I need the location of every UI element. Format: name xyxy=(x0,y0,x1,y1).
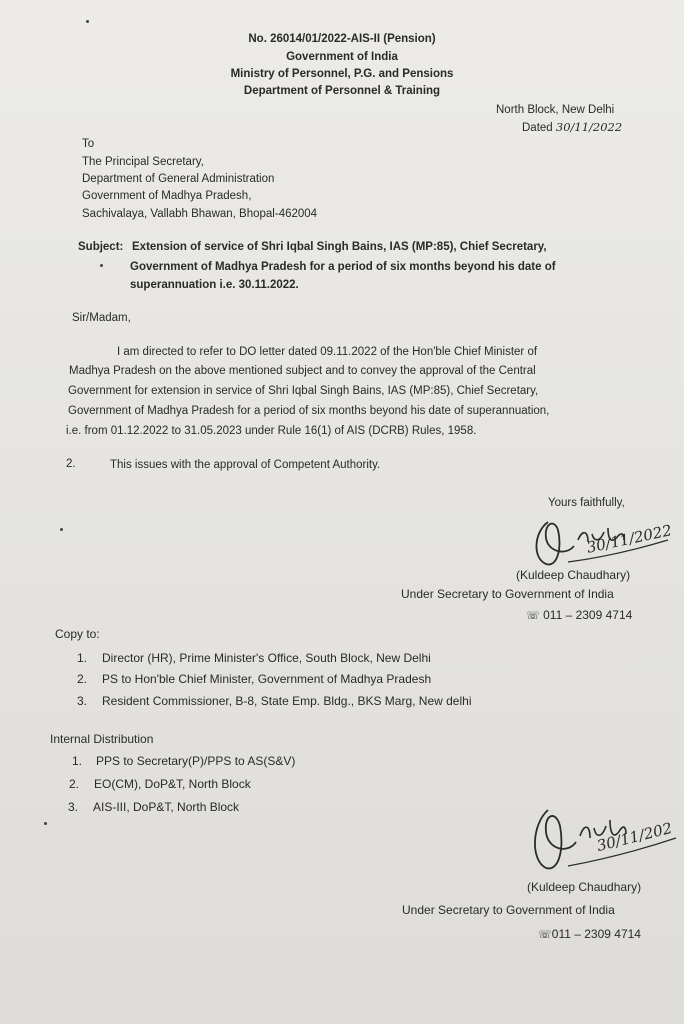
telephone-icon: ☏ xyxy=(526,610,540,622)
body-line: i.e. from 01.12.2022 to 31.05.2023 under Rule 16(1) of AIS (DCRB) Rules, 1958. xyxy=(66,425,477,437)
addressee-line: Government of Madhya Pradesh, xyxy=(82,190,252,202)
copy-to-label: Copy to: xyxy=(55,627,100,641)
scan-speck xyxy=(86,20,89,23)
addressee-line: Department of General Administration xyxy=(82,173,275,185)
internal-item: AIS-III, DoP&T, North Block xyxy=(93,800,240,814)
list-item-number: 3. xyxy=(77,694,88,708)
signature-date: 30/11/202 xyxy=(594,818,674,856)
scan-speck xyxy=(100,264,103,267)
date-line xyxy=(522,120,622,136)
telephone-icon: ☏ xyxy=(538,929,552,941)
signatory-designation: Under Secretary to Government of India xyxy=(402,903,615,917)
subject-label: Subject: xyxy=(78,241,124,253)
paragraph-number: 2. xyxy=(66,458,76,470)
list-item-number: 3. xyxy=(68,800,79,814)
addressee-line: The Principal Secretary, xyxy=(82,156,204,168)
addressee-line: Sachivalaya, Vallabh Bhawan, Bhopal-462004 xyxy=(82,208,318,220)
list-item-number: 1. xyxy=(77,651,88,665)
body-line: Government of Madhya Pradesh for a period of six months beyond his date of superannuation, xyxy=(68,405,550,417)
copy-to-item: PS to Hon'ble Chief Minister, Government of Madhya Pradesh xyxy=(102,672,432,686)
signature-text xyxy=(596,806,600,807)
date-label: Dated xyxy=(522,122,553,134)
internal-item: PPS to Secretary(P)/PPS to AS(S&V) xyxy=(96,754,296,768)
copy-to-item: Director (HR), Prime Minister's Office, South Block, New Delhi xyxy=(102,651,431,665)
internal-distribution-label: Internal Distribution xyxy=(50,732,154,746)
date-value: 30/11/2022 xyxy=(555,120,623,134)
signatory-name: (Kuldeep Chaudhary) xyxy=(527,880,642,894)
copy-to-item: Resident Commissioner, B-8, State Emp. Bldg., BKS Marg, New delhi xyxy=(102,694,472,708)
scan-speck xyxy=(60,528,63,531)
body-line: Madhya Pradesh on the above mentioned subject and to convey the approval of the Central xyxy=(69,365,536,377)
body-line: Government for extension in service of Shri Iqbal Singh Bains, IAS (MP:85), Chief Secretary, xyxy=(68,385,539,397)
phone-number: 011 – 2309 4714 xyxy=(543,608,633,622)
signatory-phone xyxy=(538,927,641,943)
scan-speck xyxy=(44,822,47,825)
list-item-number: 2. xyxy=(77,672,88,686)
signatory-phone xyxy=(526,608,632,624)
government-name: Government of India xyxy=(286,51,398,63)
list-item-number: 2. xyxy=(69,777,80,791)
subject-line: Extension of service of Shri Iqbal Singh Bains, IAS (MP:85), Chief Secretary, xyxy=(132,241,547,253)
phone-number: 011 – 2309 4714 xyxy=(551,927,641,941)
signatory-designation: Under Secretary to Government of India xyxy=(401,587,614,601)
list-item-number: 1. xyxy=(72,754,83,768)
signature-date: 30/11/2022 xyxy=(585,521,674,557)
subject-line: superannuation i.e. 30.11.2022. xyxy=(130,279,299,291)
department-name: Department of Personnel & Training xyxy=(243,85,441,97)
salutation: Sir/Madam, xyxy=(72,312,131,324)
signatory-name: (Kuldeep Chaudhary) xyxy=(516,568,631,582)
ministry-name: Ministry of Personnel, P.G. and Pensions xyxy=(230,68,454,80)
signature-text xyxy=(585,508,589,509)
internal-item: EO(CM), DoP&T, North Block xyxy=(94,777,251,791)
reference-number: No. 26014/01/2022-AIS-II (Pension) xyxy=(248,33,436,45)
to-label: To xyxy=(82,138,95,150)
subject-line: Government of Madhya Pradesh for a period of six months beyond his date of xyxy=(130,261,556,273)
body-line: This issues with the approval of Competent Authority. xyxy=(110,459,381,471)
body-line: I am directed to refer to DO letter dated 09.11.2022 of the Hon'ble Chief Minister of xyxy=(117,346,538,358)
closing: Yours faithfully, xyxy=(548,497,625,509)
place-line: North Block, New Delhi xyxy=(496,104,615,116)
